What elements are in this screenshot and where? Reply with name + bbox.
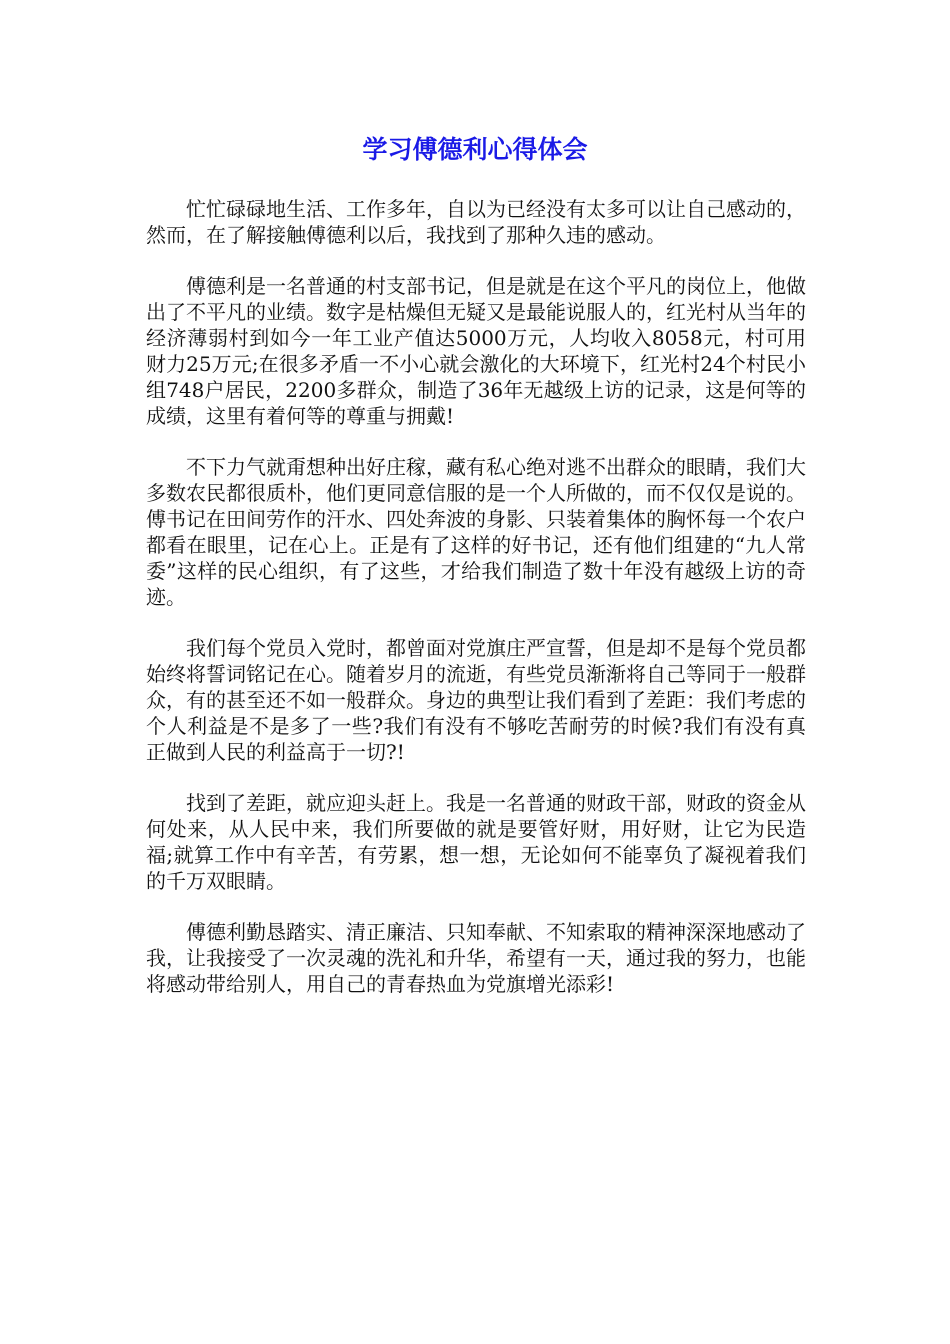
paragraph-4: 我们每个党员入党时，都曾面对党旗庄严宣誓，但是却不是每个党员都始终将誓词铭记在心。随着岁月的流逝，有些党员渐渐将自己等同于一般群众，有的甚至还不如一般群众。身边的典型让我们看到了差距：我们考虑的个人利益是不是多了一些?我们有没有不够吃苦耐劳的时候?我们有没有真正做到人民的利益高于一切?! <box>146 636 806 764</box>
paragraph-1: 忙忙碌碌地生活、工作多年，自以为已经没有太多可以让自己感动的，然而，在了解接触傅德利以后，我找到了那种久违的感动。 <box>146 197 806 247</box>
paragraph-3: 不下力气就甭想种出好庄稼，藏有私心绝对逃不出群众的眼睛，我们大多数农民都很质朴，他们更同意信服的是一个人所做的，而不仅仅是说的。傅书记在田间劳作的汗水、四处奔波的身影、只装着集体的胸怀每一个农户都看在眼里，记在心上。正是有了这样的好书记，还有他们组建的“九人常委”这样的民心组织，有了这些，才给我们制造了数十年没有越级上访的奇迹。 <box>146 455 806 609</box>
paragraph-5: 找到了差距，就应迎头赶上。我是一名普通的财政干部，财政的资金从何处来，从人民中来，我们所要做的就是要管好财，用好财，让它为民造福;就算工作中有辛苦，有劳累，想一想，无论如何不能辜负了凝视着我们的千万双眼睛。 <box>146 791 806 893</box>
paragraph-2: 傅德利是一名普通的村支部书记，但是就是在这个平凡的岗位上，他做出了不平凡的业绩。数字是枯燥但无疑又是最能说服人的，红光村从当年的经济薄弱村到如今一年工业产值达5000万元，人均收入8058元，村可用财力25万元;在很多矛盾一不小心就会激化的大环境下，红光村24个村民小组748户居民，2200多群众，制造了36年无越级上访的记录，这是何等的成绩，这里有着何等的尊重与拥戴! <box>146 274 806 428</box>
document-body <box>146 196 806 1022</box>
paragraph-6: 傅德利勤恳踏实、清正廉洁、只知奉献、不知索取的精神深深地感动了我，让我接受了一次灵魂的洗礼和升华，希望有一天，通过我的努力，也能将感动带给别人，用自己的青春热血为党旗增光添彩! <box>146 920 806 996</box>
document-title: 学习傅德利心得体会 <box>362 135 588 164</box>
